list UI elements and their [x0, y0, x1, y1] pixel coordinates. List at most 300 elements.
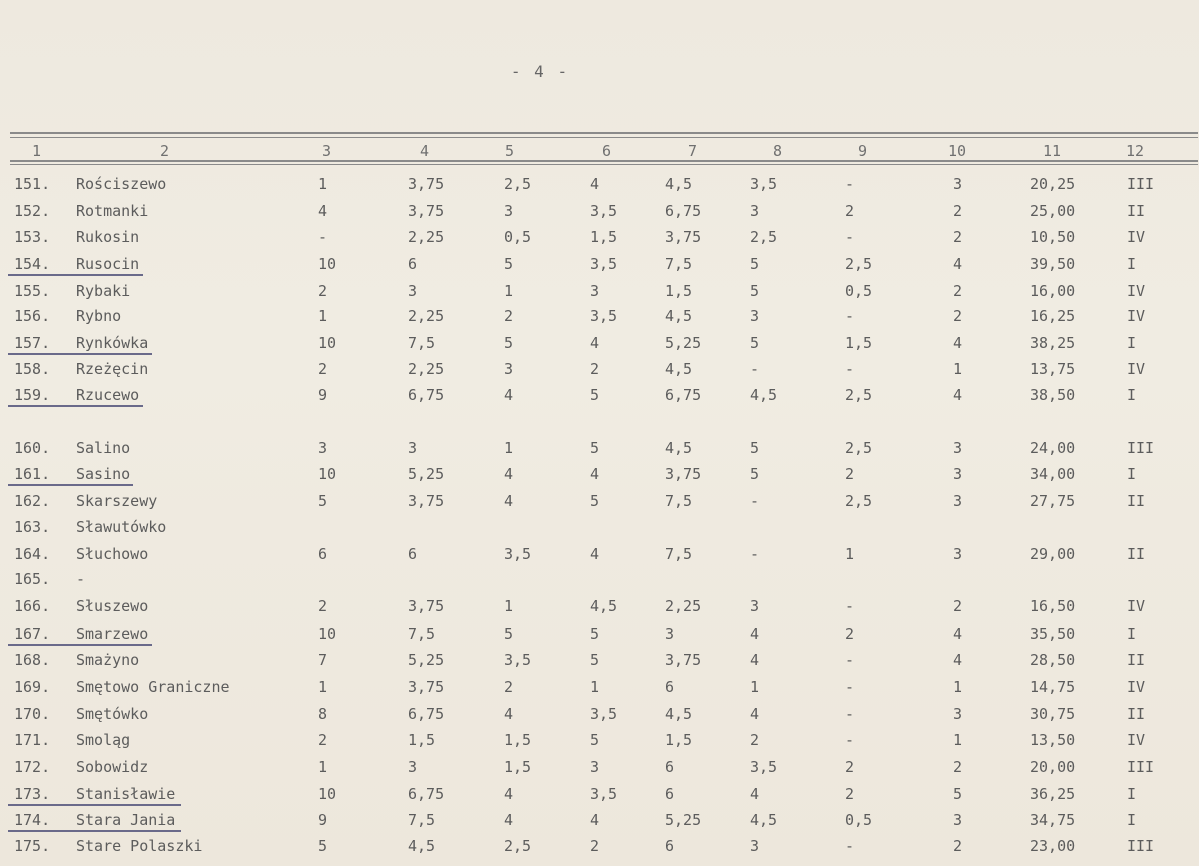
score-cell-c8: 5 [750, 465, 760, 483]
score-cell-c11: 10,50 [1030, 228, 1076, 246]
score-cell-c11: 20,25 [1030, 175, 1076, 193]
locality-name: Sobowidz [76, 758, 149, 776]
score-cell-c7: 4,5 [665, 307, 693, 325]
score-cell-c3: 1 [318, 175, 328, 193]
score-cell-c5: 1,5 [504, 758, 532, 776]
score-cell-c12: I [1127, 465, 1137, 483]
row-underline [8, 484, 133, 486]
score-cell-c3: 9 [318, 386, 328, 404]
score-cell-c7: 7,5 [665, 255, 693, 273]
score-cell-c3: 1 [318, 307, 328, 325]
top-rule-thin [10, 137, 1198, 138]
score-cell-c8: 1 [750, 678, 760, 696]
score-cell-c10: 3 [953, 492, 963, 510]
row-number: 156. [14, 307, 51, 325]
row-number: 162. [14, 492, 51, 510]
score-cell-c9: 2,5 [845, 439, 873, 457]
score-cell-c11: 34,75 [1030, 811, 1076, 829]
locality-name: Stare Polaszki [76, 837, 203, 855]
score-cell-c7: 5,25 [665, 811, 702, 829]
score-cell-c10: 3 [953, 705, 963, 723]
score-cell-c12: IV [1127, 731, 1146, 749]
score-cell-c4: 6 [408, 545, 418, 563]
score-cell-c9: 2 [845, 465, 855, 483]
score-cell-c11: 38,50 [1030, 386, 1076, 404]
score-cell-c8: 3,5 [750, 175, 778, 193]
score-cell-c3: 3 [318, 439, 328, 457]
score-cell-c11: 29,00 [1030, 545, 1076, 563]
score-cell-c5: 4 [504, 811, 514, 829]
score-cell-c5: 1 [504, 282, 514, 300]
score-cell-c9: - [845, 228, 855, 246]
locality-name: Skarszewy [76, 492, 158, 510]
header-rule [10, 160, 1198, 162]
page-number: - 4 - [510, 62, 570, 81]
score-cell-c6: 2 [590, 837, 600, 855]
score-cell-c8: - [750, 360, 760, 378]
score-cell-c8: 3 [750, 307, 760, 325]
row-number: 166. [14, 597, 51, 615]
score-cell-c9: - [845, 597, 855, 615]
locality-name: Sasino [76, 465, 131, 483]
score-cell-c10: 2 [953, 597, 963, 615]
score-cell-c7: 3,75 [665, 465, 702, 483]
score-cell-c12: III [1127, 837, 1155, 855]
score-cell-c3: 5 [318, 492, 328, 510]
score-cell-c3: 10 [318, 334, 337, 352]
score-cell-c12: IV [1127, 282, 1146, 300]
score-cell-c8: 4,5 [750, 386, 778, 404]
score-cell-c7: 6,75 [665, 202, 702, 220]
locality-name: Słuchowo [76, 545, 149, 563]
score-cell-c7: 4,5 [665, 439, 693, 457]
locality-name: - [76, 570, 86, 588]
score-cell-c11: 34,00 [1030, 465, 1076, 483]
score-cell-c10: 4 [953, 334, 963, 352]
score-cell-c7: 6 [665, 678, 675, 696]
score-cell-c9: - [845, 175, 855, 193]
score-cell-c11: 27,75 [1030, 492, 1076, 510]
locality-name: Słuszewo [76, 597, 149, 615]
score-cell-c5: 1,5 [504, 731, 532, 749]
score-cell-c5: 4 [504, 785, 514, 803]
score-cell-c7: 3,75 [665, 228, 702, 246]
score-cell-c6: 3,5 [590, 785, 618, 803]
score-cell-c5: 4 [504, 492, 514, 510]
score-cell-c10: 1 [953, 731, 963, 749]
score-cell-c11: 38,25 [1030, 334, 1076, 352]
score-cell-c5: 2 [504, 307, 514, 325]
row-number: 171. [14, 731, 51, 749]
score-cell-c10: 4 [953, 625, 963, 643]
score-cell-c8: 4 [750, 705, 760, 723]
score-cell-c10: 2 [953, 307, 963, 325]
score-cell-c8: 3 [750, 837, 760, 855]
row-number: 170. [14, 705, 51, 723]
locality-name: Stanisławie [76, 785, 176, 803]
score-cell-c8: 3 [750, 202, 760, 220]
row-number: 174. [14, 811, 51, 829]
locality-name: Smętówko [76, 705, 149, 723]
column-header-2: 2 [160, 142, 170, 160]
row-number: 157. [14, 334, 51, 352]
score-cell-c5: 5 [504, 625, 514, 643]
score-cell-c4: 1,5 [408, 731, 436, 749]
score-cell-c9: - [845, 731, 855, 749]
row-number: 160. [14, 439, 51, 457]
score-cell-c5: 3,5 [504, 651, 532, 669]
score-cell-c4: 7,5 [408, 811, 436, 829]
score-cell-c12: I [1127, 625, 1137, 643]
score-cell-c3: - [318, 228, 328, 246]
score-cell-c8: 2,5 [750, 228, 778, 246]
score-cell-c8: 5 [750, 282, 760, 300]
score-cell-c3: 2 [318, 360, 328, 378]
locality-name: Smoląg [76, 731, 131, 749]
score-cell-c10: 2 [953, 282, 963, 300]
score-cell-c8: 3,5 [750, 758, 778, 776]
score-cell-c7: 6 [665, 785, 675, 803]
score-cell-c9: 2 [845, 625, 855, 643]
score-cell-c5: 4 [504, 465, 514, 483]
score-cell-c6: 4 [590, 334, 600, 352]
score-cell-c7: 3,75 [665, 651, 702, 669]
row-underline [8, 405, 143, 407]
score-cell-c10: 3 [953, 175, 963, 193]
score-cell-c6: 5 [590, 492, 600, 510]
score-cell-c8: 4 [750, 625, 760, 643]
locality-name: Rotmanki [76, 202, 149, 220]
score-cell-c5: 3 [504, 202, 514, 220]
score-cell-c3: 8 [318, 705, 328, 723]
score-cell-c10: 2 [953, 837, 963, 855]
score-cell-c4: 7,5 [408, 334, 436, 352]
score-cell-c4: 3,75 [408, 202, 445, 220]
row-number: 153. [14, 228, 51, 246]
row-number: 154. [14, 255, 51, 273]
score-cell-c6: 3,5 [590, 705, 618, 723]
score-cell-c9: 1 [845, 545, 855, 563]
score-cell-c11: 16,50 [1030, 597, 1076, 615]
score-cell-c6: 5 [590, 439, 600, 457]
score-cell-c5: 2,5 [504, 175, 532, 193]
score-cell-c4: 2,25 [408, 360, 445, 378]
score-cell-c4: 2,25 [408, 228, 445, 246]
score-cell-c12: IV [1127, 597, 1146, 615]
score-cell-c10: 4 [953, 255, 963, 273]
locality-name: Rybno [76, 307, 122, 325]
score-cell-c8: 5 [750, 439, 760, 457]
locality-name: Stara Jania [76, 811, 176, 829]
column-header-9: 9 [858, 142, 868, 160]
score-cell-c4: 6,75 [408, 386, 445, 404]
score-cell-c4: 3 [408, 758, 418, 776]
locality-name: Rościszewo [76, 175, 167, 193]
score-cell-c3: 2 [318, 731, 328, 749]
score-cell-c9: 2 [845, 758, 855, 776]
score-cell-c3: 1 [318, 758, 328, 776]
score-cell-c3: 6 [318, 545, 328, 563]
row-number: 173. [14, 785, 51, 803]
score-cell-c10: 3 [953, 465, 963, 483]
score-cell-c6: 2 [590, 360, 600, 378]
column-header-8: 8 [773, 142, 783, 160]
row-number: 172. [14, 758, 51, 776]
locality-name: Sławutówko [76, 518, 167, 536]
score-cell-c9: - [845, 837, 855, 855]
score-cell-c5: 3 [504, 360, 514, 378]
score-cell-c11: 39,50 [1030, 255, 1076, 273]
row-number: 159. [14, 386, 51, 404]
row-underline [8, 644, 152, 646]
row-number: 164. [14, 545, 51, 563]
score-cell-c7: 6 [665, 837, 675, 855]
score-cell-c9: 1,5 [845, 334, 873, 352]
score-cell-c12: IV [1127, 307, 1146, 325]
score-cell-c12: I [1127, 811, 1137, 829]
score-cell-c6: 3,5 [590, 255, 618, 273]
score-cell-c7: 1,5 [665, 731, 693, 749]
score-cell-c12: II [1127, 651, 1146, 669]
score-cell-c3: 10 [318, 255, 337, 273]
score-cell-c12: II [1127, 545, 1146, 563]
row-number: 175. [14, 837, 51, 855]
score-cell-c8: 3 [750, 597, 760, 615]
score-cell-c3: 2 [318, 282, 328, 300]
score-cell-c4: 3 [408, 439, 418, 457]
score-cell-c3: 4 [318, 202, 328, 220]
score-cell-c11: 25,00 [1030, 202, 1076, 220]
locality-name: Rukosin [76, 228, 140, 246]
locality-name: Rybaki [76, 282, 131, 300]
score-cell-c3: 10 [318, 785, 337, 803]
score-cell-c12: I [1127, 785, 1137, 803]
score-cell-c11: 36,25 [1030, 785, 1076, 803]
score-cell-c10: 4 [953, 651, 963, 669]
score-cell-c12: IV [1127, 228, 1146, 246]
score-cell-c8: 5 [750, 255, 760, 273]
score-cell-c6: 4 [590, 465, 600, 483]
score-cell-c7: 7,5 [665, 492, 693, 510]
locality-name: Rusocin [76, 255, 140, 273]
score-cell-c6: 5 [590, 386, 600, 404]
score-cell-c3: 1 [318, 678, 328, 696]
score-cell-c4: 3,75 [408, 678, 445, 696]
column-header-4: 4 [420, 142, 430, 160]
score-cell-c11: 16,25 [1030, 307, 1076, 325]
row-underline [8, 804, 181, 806]
score-cell-c6: 4 [590, 545, 600, 563]
score-cell-c7: 7,5 [665, 545, 693, 563]
score-cell-c7: 4,5 [665, 360, 693, 378]
score-cell-c3: 10 [318, 625, 337, 643]
score-cell-c12: III [1127, 175, 1155, 193]
score-cell-c3: 10 [318, 465, 337, 483]
score-cell-c11: 28,50 [1030, 651, 1076, 669]
score-cell-c9: - [845, 307, 855, 325]
score-cell-c4: 7,5 [408, 625, 436, 643]
row-number: 152. [14, 202, 51, 220]
score-cell-c12: IV [1127, 678, 1146, 696]
score-cell-c5: 2,5 [504, 837, 532, 855]
score-cell-c7: 1,5 [665, 282, 693, 300]
locality-name: Rynkówka [76, 334, 149, 352]
score-cell-c8: 4 [750, 651, 760, 669]
score-cell-c5: 1 [504, 597, 514, 615]
score-cell-c11: 14,75 [1030, 678, 1076, 696]
score-cell-c6: 3 [590, 758, 600, 776]
column-header-10: 10 [948, 142, 967, 160]
score-cell-c5: 3,5 [504, 545, 532, 563]
score-cell-c7: 5,25 [665, 334, 702, 352]
locality-name: Smarzewo [76, 625, 149, 643]
row-number: 161. [14, 465, 51, 483]
score-cell-c9: 2 [845, 785, 855, 803]
row-number: 167. [14, 625, 51, 643]
score-cell-c9: 0,5 [845, 282, 873, 300]
score-cell-c4: 3,75 [408, 492, 445, 510]
score-cell-c6: 5 [590, 651, 600, 669]
score-cell-c5: 2 [504, 678, 514, 696]
score-cell-c12: I [1127, 386, 1137, 404]
score-cell-c7: 6 [665, 758, 675, 776]
score-cell-c7: 4,5 [665, 705, 693, 723]
score-cell-c9: 2,5 [845, 255, 873, 273]
score-cell-c4: 3,75 [408, 597, 445, 615]
score-cell-c7: 2,25 [665, 597, 702, 615]
score-cell-c8: - [750, 492, 760, 510]
score-cell-c8: 2 [750, 731, 760, 749]
score-cell-c7: 4,5 [665, 175, 693, 193]
score-cell-c12: II [1127, 202, 1146, 220]
score-cell-c4: 6,75 [408, 785, 445, 803]
score-cell-c6: 3,5 [590, 307, 618, 325]
score-cell-c11: 13,75 [1030, 360, 1076, 378]
score-cell-c12: IV [1127, 360, 1146, 378]
score-cell-c6: 4,5 [590, 597, 618, 615]
score-cell-c12: II [1127, 492, 1146, 510]
score-cell-c7: 3 [665, 625, 675, 643]
score-cell-c4: 5,25 [408, 465, 445, 483]
score-cell-c10: 1 [953, 360, 963, 378]
score-cell-c6: 1,5 [590, 228, 618, 246]
column-header-1: 1 [32, 142, 42, 160]
score-cell-c4: 2,25 [408, 307, 445, 325]
score-cell-c5: 5 [504, 334, 514, 352]
score-cell-c5: 4 [504, 705, 514, 723]
score-cell-c5: 0,5 [504, 228, 532, 246]
row-underline [8, 830, 181, 832]
locality-name: Smażyno [76, 651, 140, 669]
score-cell-c11: 23,00 [1030, 837, 1076, 855]
score-cell-c9: - [845, 651, 855, 669]
score-cell-c5: 1 [504, 439, 514, 457]
score-cell-c9: - [845, 360, 855, 378]
score-cell-c6: 5 [590, 625, 600, 643]
score-cell-c10: 3 [953, 545, 963, 563]
row-number: 158. [14, 360, 51, 378]
locality-name: Rzucewo [76, 386, 140, 404]
score-cell-c9: 0,5 [845, 811, 873, 829]
row-number: 151. [14, 175, 51, 193]
row-number: 155. [14, 282, 51, 300]
score-cell-c3: 7 [318, 651, 328, 669]
locality-name: Salino [76, 439, 131, 457]
score-cell-c10: 1 [953, 678, 963, 696]
score-cell-c12: I [1127, 334, 1137, 352]
header-rule-thin [10, 164, 1198, 165]
score-cell-c12: II [1127, 705, 1146, 723]
score-cell-c5: 4 [504, 386, 514, 404]
column-header-12: 12 [1126, 142, 1145, 160]
score-cell-c12: III [1127, 758, 1155, 776]
score-cell-c8: - [750, 545, 760, 563]
score-cell-c10: 3 [953, 439, 963, 457]
score-cell-c3: 5 [318, 837, 328, 855]
score-cell-c9: - [845, 678, 855, 696]
score-cell-c10: 2 [953, 758, 963, 776]
score-cell-c12: III [1127, 439, 1155, 457]
score-cell-c4: 3 [408, 282, 418, 300]
score-cell-c4: 6 [408, 255, 418, 273]
row-underline [8, 353, 152, 355]
score-cell-c6: 3 [590, 282, 600, 300]
score-cell-c4: 3,75 [408, 175, 445, 193]
score-cell-c9: 2,5 [845, 386, 873, 404]
score-cell-c8: 4 [750, 785, 760, 803]
score-cell-c11: 20,00 [1030, 758, 1076, 776]
score-cell-c10: 3 [953, 811, 963, 829]
score-cell-c10: 2 [953, 228, 963, 246]
score-cell-c6: 4 [590, 175, 600, 193]
top-rule [10, 132, 1198, 134]
row-underline [8, 274, 143, 276]
score-cell-c6: 4 [590, 811, 600, 829]
score-cell-c4: 5,25 [408, 651, 445, 669]
score-cell-c7: 6,75 [665, 386, 702, 404]
row-number: 163. [14, 518, 51, 536]
score-cell-c5: 5 [504, 255, 514, 273]
score-cell-c10: 2 [953, 202, 963, 220]
score-cell-c4: 6,75 [408, 705, 445, 723]
locality-name: Smętowo Graniczne [76, 678, 230, 696]
column-header-3: 3 [322, 142, 332, 160]
score-cell-c4: 4,5 [408, 837, 436, 855]
locality-name: Rzeżęcin [76, 360, 149, 378]
column-header-7: 7 [688, 142, 698, 160]
score-cell-c9: - [845, 705, 855, 723]
score-cell-c11: 13,50 [1030, 731, 1076, 749]
column-header-6: 6 [602, 142, 612, 160]
row-number: 169. [14, 678, 51, 696]
score-cell-c11: 30,75 [1030, 705, 1076, 723]
score-cell-c10: 4 [953, 386, 963, 404]
score-cell-c12: I [1127, 255, 1137, 273]
score-cell-c9: 2 [845, 202, 855, 220]
score-cell-c9: 2,5 [845, 492, 873, 510]
score-cell-c11: 24,00 [1030, 439, 1076, 457]
score-cell-c8: 5 [750, 334, 760, 352]
column-header-11: 11 [1043, 142, 1062, 160]
row-number: 168. [14, 651, 51, 669]
row-number: 165. [14, 570, 51, 588]
column-header-5: 5 [505, 142, 515, 160]
score-cell-c11: 16,00 [1030, 282, 1076, 300]
score-cell-c8: 4,5 [750, 811, 778, 829]
score-cell-c11: 35,50 [1030, 625, 1076, 643]
score-cell-c6: 1 [590, 678, 600, 696]
score-cell-c6: 3,5 [590, 202, 618, 220]
